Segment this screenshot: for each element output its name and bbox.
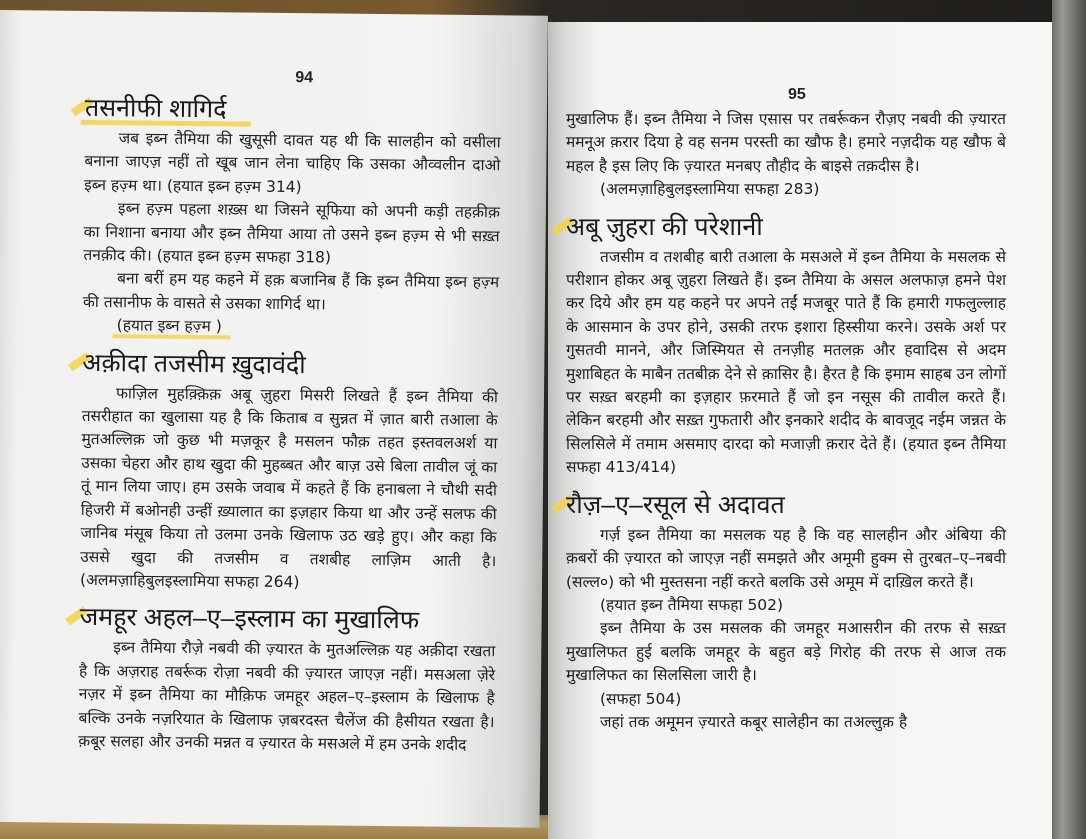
page-number: 94 bbox=[295, 69, 314, 87]
left-page-content bbox=[78, 91, 501, 758]
paragraph: तजसीम व तशबीह बारी तआला के मसअले में इब्न तैमिया के मसलक से परीशान होकर अबू ज़ुहरा लिखते हैं। इब्न तैमिया के असल अलफाज़ हमने पेश कर दिये और हम यह कहने पर अपने तईं मजबूर पाते हैं कि हमारी गफलुल्लाह के आसमान के उपर होने, उसकी तरफ इशारा हिस्सीया करने। उसके अर्श पर गुसतवी मानने, और जिस्मियत से तनज़ीह मतलक़ और हवादिस से अदम मुशाबिहत के माबैन ततबीक़ देने से क़ासिर है। हैरत है कि इमाम साहब उन लोगों पर सख़्त बरहमी का इज़हार फ़रमाते हैं जो इन नसूस की तावील करते हैं। लेकिन बरहमी और सख़्त गुफतारी और इनकारे शदीद के बावजूद नईम जन्नत के सिलसिले में तमाम असमाए दारदा को मजाज़ी क़रार देते हैं। (हयात इब्न तैमिया सफहा 413/414) bbox=[566, 247, 1006, 477]
citation: (हयात इब्न हज़्म ) bbox=[83, 314, 499, 342]
paragraph: इब्न तैमिया रौज़े नबवी की ज़्यारत के मुतअल्लिक़ यह अक़ीदा रखता है कि अज़राह तबर्रूक रोज़ा नबवी की ज़्यारत जाएज़ नहीं। मसअला ज़ेरे नज़र में इब्न तैमिया का मौक़िफ जमहूर अहल–ए–इस्लाम के खिलाफ है बल्कि उनके नज़रियात के खिलाफ ज़बरदस्त चैलेंज की हैसीयत रखता है। क़बूर सलहा और उनकी मन्नत व ज़्यारत के मसअले में हम उनके शदीद bbox=[78, 638, 496, 754]
paragraph: इब्न तैमिया के उस मसलक की जमहूर मआसरीन की तरफ से सख़्त मुखालिफत हुई बलकि जमहूर के बहुत बड़े गिरोह की तरफ से आज तक मुखालिफत का सिलसिला जारी है। bbox=[566, 619, 1006, 685]
paragraph: मुखालिफ हैं। इब्न तैमिया ने जिस एसास पर तबर्रूकन रौज़ए नबवी की ज़्यारत ममनूअ क़रार दिया हे वह सनम परस्ती का खौफ है। हमारे नज़दीक यह खौफ बे महल है इस लिए कि ज़्यारत मनबए तौहीद के बाइसे तक़दीस है। bbox=[566, 110, 1006, 175]
left-page bbox=[0, 10, 548, 828]
paragraph: बना बरीं हम यह कहने में हक़ बजानिब हैं कि इब्न तैमिया इब्न हज़्म की तसानीफ के वासते से उसका शागिर्द था। bbox=[82, 269, 500, 314]
paragraph: गर्ज़ इब्न तैमिया का मसलक यह है कि वह सालहीन और अंबिया की क़बरों की ज़्यारत को जाएज़ नहीं समझते और अमूमी हुक्म से तुरबत–ए–नबवी (सल्ल०) को भी मुस्तसना नहीं करते बलकि उसे अमूम में दाख़िल करते हैं। bbox=[566, 525, 1006, 591]
book-right-edge bbox=[1052, 0, 1086, 839]
section-heading: अक़ीदा तजसीम ख़ुदावंदी bbox=[82, 346, 498, 386]
paragraph: जहां तक अमूमन ज़्यारते कबूर सालेहीन का तअल्लुक़ है bbox=[600, 712, 908, 731]
citation: (हयात इब्न तैमिया सफहा 502) bbox=[600, 595, 784, 614]
right-page-content bbox=[566, 108, 1006, 734]
page-number: 95 bbox=[788, 86, 806, 103]
citation: (अलमज़ाहिबुलइस्लामिया सफहा 283) bbox=[600, 180, 820, 199]
section-heading: अबू ज़ुहरा की परेशानी bbox=[566, 210, 1006, 246]
section-heading: तसनीफी शागिर्द bbox=[85, 91, 501, 131]
paragraph: इब्न हज़्म पहला शख़्स था जिसने सूफिया को अपनी कड़ी तहक़ीक़ का निशाना बनाया और इब्न तैमिया आया तो उसने इब्न हज़्म से भी सख़्त तनक़ीद की। (हयात इब्न हज़्म सफहा 318) bbox=[83, 199, 501, 267]
right-page bbox=[548, 22, 1054, 839]
section-heading: जमहूर अहल–ए–इस्लाम का मुखालिफ bbox=[79, 600, 495, 640]
paragraph: जब इब्न तैमिया की खुसूसी दावत यह थी कि सालहीन को वसीला बनाना जाएज़ नहीं तो खूब जान लेना चाहिए कि उसका औव्वलीन दाओ इब्न हज़्म था। (हयात इब्न हज़्म 314) bbox=[84, 129, 501, 196]
section-heading: रौज़–ए–रसूल से अदावत bbox=[566, 488, 1006, 524]
paragraph: फाज़िल मुहक़्क़िक़ अबू ज़ुहरा मिसरी लिखते हैं इब्न तैमिया की तसरीहात का खुलासा यह है कि किताब व सुन्नत में ज़ात बारी तआला के मुतअल्लिक़ जो कुछ भी मज़कूर है मसलन फौक़ तहत इस्तवलअर्श या उसका चेहरा और हाथ खुदा की मुहब्बत और बाज़ उसे बिला तावील जूं का तूं मान लिया जाए। हम उसके जवाब में कहते हैं कि हनाबला ने चौथी सदी हिजरी में बओनही उन्हीं ख़्यालात का इज़हार किया था और उन्हें सलफ की जानिब मंसूब किया तो उलमा उनके खिलाफ उठ खड़े हुए। और कहा कि उससे खुदा की तजसीम व तशबीह लाज़िम आती है। (अलमज़ाहिबुलइस्लामिया सफहा 264) bbox=[79, 383, 499, 592]
citation: (सफहा 504) bbox=[600, 689, 682, 708]
